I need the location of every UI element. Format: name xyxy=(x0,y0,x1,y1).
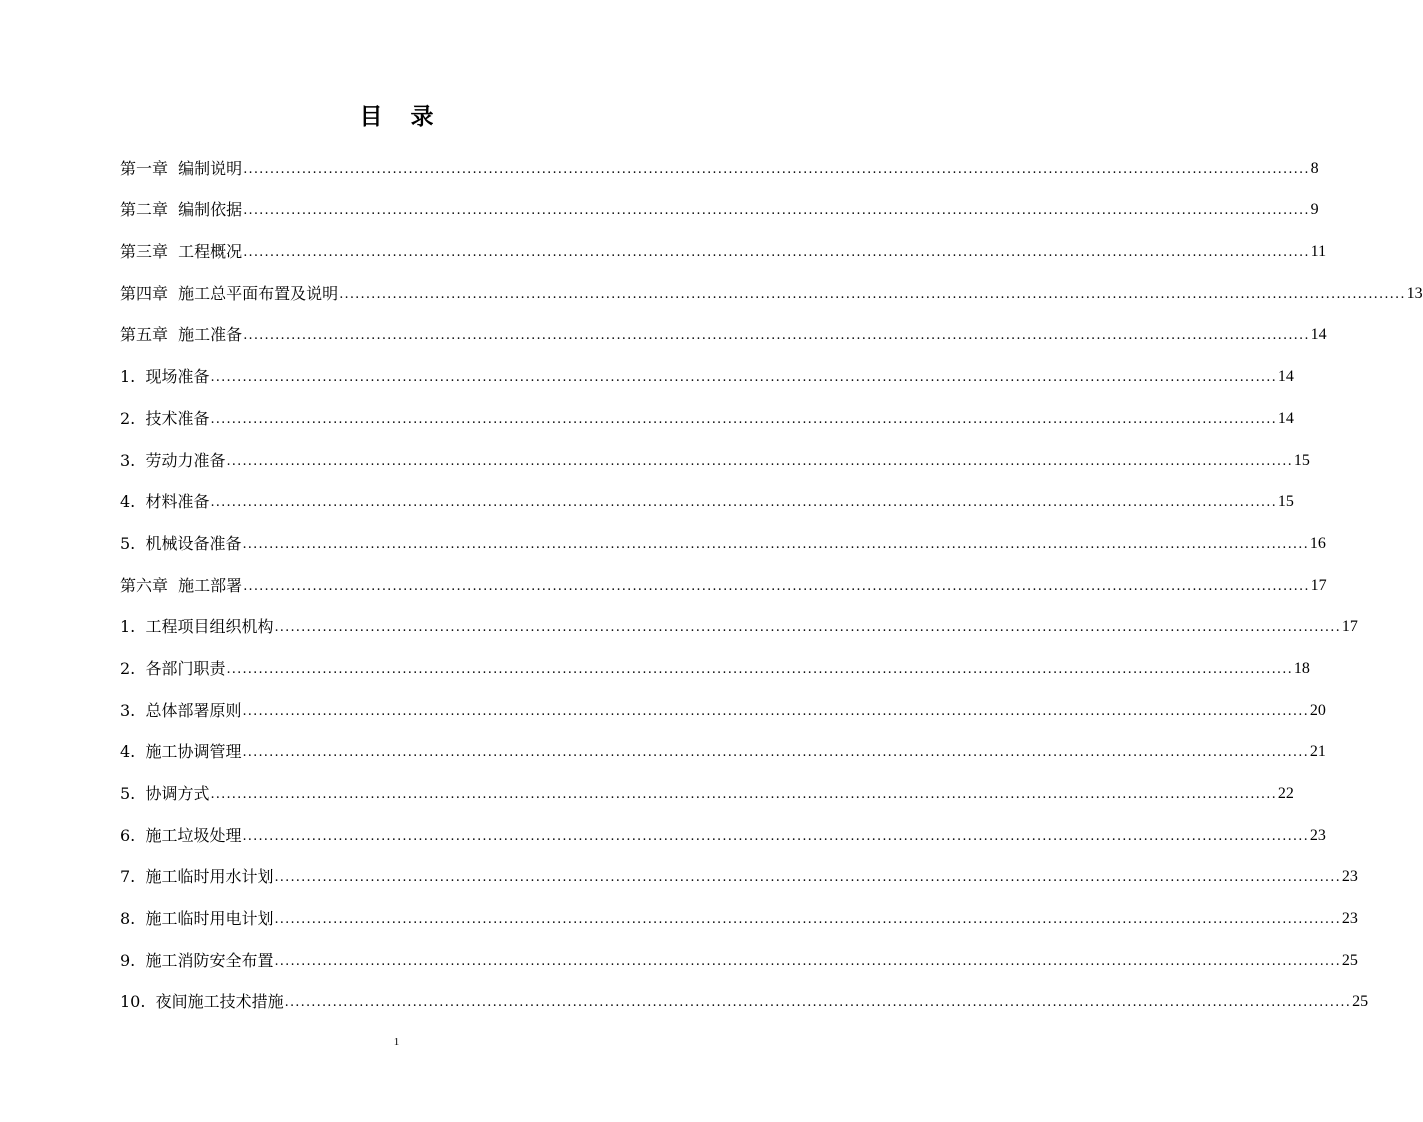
toc-entry[interactable] xyxy=(120,188,1319,230)
toc-entry[interactable] xyxy=(120,730,1326,772)
dot-leader: ........................................................................................................................................................................................................ xyxy=(243,328,1310,344)
dot-leader: ........................................................................................................................................................................................................ xyxy=(242,536,1309,552)
toc-entry[interactable] xyxy=(120,688,1326,730)
toc-entry[interactable] xyxy=(120,813,1326,855)
toc-entry-label: 1. 工程项目组织机构 xyxy=(120,617,274,637)
toc-entry[interactable] xyxy=(120,438,1310,480)
toc-entry-page: 23 xyxy=(1309,826,1326,844)
toc-entry-label: 第三章 工程概况 xyxy=(120,242,243,262)
toc-entry-page: 15 xyxy=(1293,451,1310,469)
toc-entry-page: 25 xyxy=(1352,993,1369,1011)
toc-entry-label: 9. 施工消防安全布置 xyxy=(120,950,274,970)
dot-leader: ........................................................................................................................................................................................................ xyxy=(274,953,1341,969)
toc-entry[interactable] xyxy=(120,646,1310,688)
toc-entry[interactable] xyxy=(120,605,1358,647)
toc-list xyxy=(120,146,1423,1021)
toc-entry-page: 11 xyxy=(1310,243,1327,261)
toc-entry-label: 5. 协调方式 xyxy=(120,784,210,803)
toc-entry[interactable] xyxy=(120,229,1327,271)
toc-entry-label: 3. 总体部署原则 xyxy=(120,700,242,720)
dot-leader: ........................................................................................................................................................................................................ xyxy=(210,495,1277,511)
toc-entry-page: 14 xyxy=(1277,409,1294,427)
toc-entry-label: 第二章 编制依据 xyxy=(120,200,243,220)
toc-entry-page: 9 xyxy=(1310,201,1319,219)
page-number: 1 xyxy=(393,1036,400,1048)
toc-entry[interactable] xyxy=(120,396,1294,438)
toc-entry-page: 23 xyxy=(1341,910,1358,928)
dot-leader: ........................................................................................................................................................................................................ xyxy=(226,661,1293,677)
toc-entry[interactable] xyxy=(120,521,1326,563)
toc-entry-label: 4. 材料准备 xyxy=(120,492,210,512)
toc-entry-label: 6. 施工垃圾处理 xyxy=(120,825,242,845)
toc-entry-page: 21 xyxy=(1309,743,1326,761)
dot-leader: ........................................................................................................................................................................................................ xyxy=(210,370,1277,386)
toc-entry-label: 第六章 施工部署 xyxy=(120,575,243,595)
toc-entry[interactable] xyxy=(120,855,1358,897)
dot-leader: ........................................................................................................................................................................................................ xyxy=(339,286,1406,302)
toc-entry[interactable] xyxy=(120,771,1294,813)
toc-entry[interactable] xyxy=(120,980,1369,1022)
dot-leader: ........................................................................................................................................................................................................ xyxy=(243,161,1310,177)
toc-entry-page: 16 xyxy=(1309,534,1326,552)
dot-leader: ........................................................................................................................................................................................................ xyxy=(274,620,1341,636)
toc-entry-page: 25 xyxy=(1341,951,1358,969)
toc-entry-label: 5. 机械设备准备 xyxy=(120,533,242,553)
dot-leader: ........................................................................................................................................................................................................ xyxy=(284,995,1352,1011)
dot-leader: ........................................................................................................................................................................................................ xyxy=(243,578,1310,594)
dot-leader: ........................................................................................................................................................................................................ xyxy=(210,787,1277,802)
dot-leader: ........................................................................................................................................................................................................ xyxy=(243,203,1310,219)
toc-entry-label: 4. 施工协调管理 xyxy=(120,742,242,762)
toc-entry[interactable] xyxy=(120,146,1319,188)
dot-leader: ........................................................................................................................................................................................................ xyxy=(243,245,1310,261)
toc-entry-label: 第四章 施工总平面布置及说明 xyxy=(120,283,339,303)
toc-entry-label: 第五章 施工准备 xyxy=(120,325,243,345)
dot-leader: ........................................................................................................................................................................................................ xyxy=(210,411,1277,427)
toc-entry[interactable] xyxy=(120,938,1358,980)
dot-leader: ........................................................................................................................................................................................................ xyxy=(274,870,1341,886)
toc-entry-label: 7. 施工临时用水计划 xyxy=(120,867,274,887)
toc-title: 目 录 xyxy=(359,103,444,130)
toc-entry[interactable] xyxy=(120,271,1423,313)
toc-entry-label: 2. 技术准备 xyxy=(120,408,210,428)
toc-entry-page: 18 xyxy=(1293,659,1310,677)
toc-entry-page: 14 xyxy=(1277,368,1294,386)
toc-entry-label: 10. 夜间施工技术措施 xyxy=(120,992,284,1012)
toc-entry[interactable] xyxy=(120,313,1327,355)
toc-entry-page: 20 xyxy=(1309,701,1326,719)
toc-entry-page: 15 xyxy=(1277,493,1294,511)
toc-entry[interactable] xyxy=(120,480,1294,522)
toc-entry-page: 13 xyxy=(1406,284,1423,302)
dot-leader: ........................................................................................................................................................................................................ xyxy=(274,912,1341,928)
dot-leader: ........................................................................................................................................................................................................ xyxy=(226,453,1293,469)
toc-entry-page: 23 xyxy=(1341,868,1358,886)
toc-entry[interactable] xyxy=(120,563,1327,605)
toc-entry-page: 14 xyxy=(1310,326,1327,344)
toc-entry-label: 第一章 编制说明 xyxy=(120,158,243,178)
toc-entry-label: 1. 现场准备 xyxy=(120,367,210,387)
toc-entry-label: 3. 劳动力准备 xyxy=(120,450,226,470)
dot-leader: ........................................................................................................................................................................................................ xyxy=(242,703,1309,719)
toc-entry-page: 17 xyxy=(1341,618,1358,636)
toc-entry-label: 2. 各部门职责 xyxy=(120,658,226,678)
toc-entry[interactable] xyxy=(120,354,1294,396)
toc-entry-page: 17 xyxy=(1310,576,1327,594)
toc-entry-page: 22 xyxy=(1277,785,1294,802)
toc-entry-label: 8. 施工临时用电计划 xyxy=(120,909,274,929)
dot-leader: ........................................................................................................................................................................................................ xyxy=(242,828,1309,844)
dot-leader: ........................................................................................................................................................................................................ xyxy=(242,745,1309,761)
toc-entry[interactable] xyxy=(120,896,1358,938)
toc-entry-page: 8 xyxy=(1310,159,1319,177)
